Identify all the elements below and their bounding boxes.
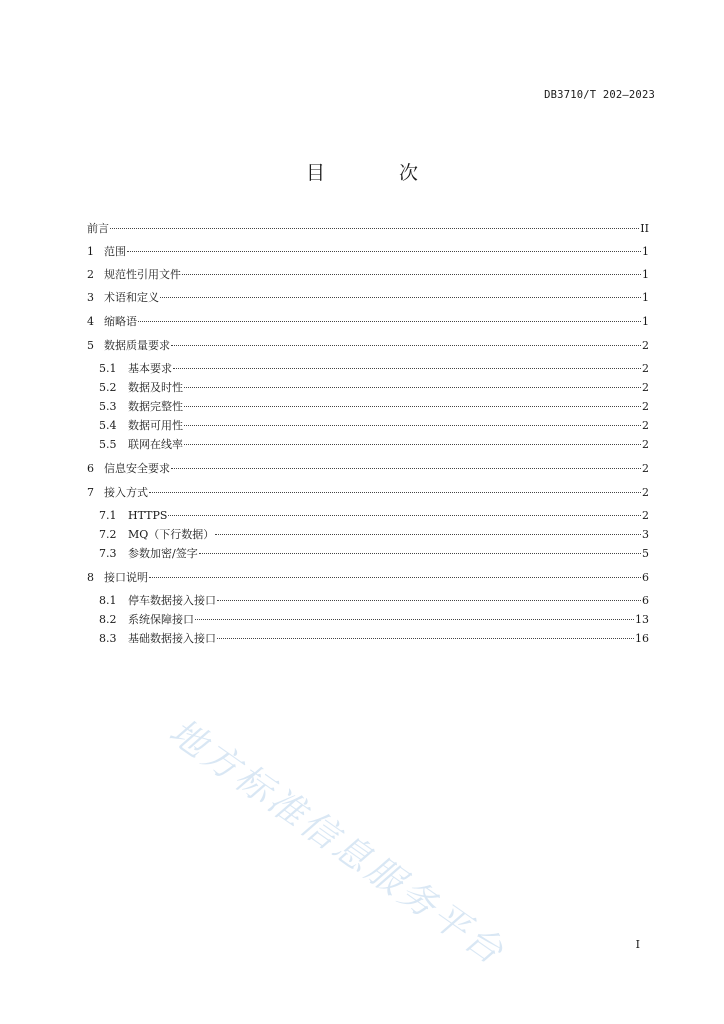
toc-entry[interactable] (99, 631, 649, 647)
dot-leader (171, 468, 641, 469)
footer-page-number: I (635, 938, 640, 951)
toc-entry[interactable] (87, 461, 649, 477)
dot-leader (184, 425, 641, 426)
toc-entry-label: 系统保障接口 (128, 613, 194, 626)
dot-leader (217, 638, 634, 639)
toc-entry-label: 前言 (87, 222, 109, 235)
toc-entry[interactable] (99, 612, 649, 628)
toc-entry-number: 8.1 (99, 594, 117, 607)
toc-entry-number: 5.3 (99, 400, 117, 413)
dot-leader (199, 553, 641, 554)
watermark: 地方标准信息服务平台 (161, 711, 513, 975)
toc-entry-page: 2 (642, 362, 649, 375)
dot-leader (160, 297, 641, 298)
toc-entry-page: 3 (642, 528, 649, 541)
toc-entry-number: 5.2 (99, 381, 117, 394)
toc-entry[interactable] (87, 338, 649, 354)
toc-entry-page: 2 (642, 419, 649, 432)
toc-entry-number: 1 (87, 245, 94, 258)
toc-entry-label: 接入方式 (104, 486, 148, 499)
dot-leader (149, 577, 641, 578)
toc-entry-number: 5 (87, 339, 94, 352)
toc-entry-number: 5.4 (99, 419, 117, 432)
toc-entry[interactable] (87, 267, 649, 283)
toc-entry[interactable] (99, 361, 649, 377)
toc-entry[interactable] (87, 570, 649, 586)
toc-entry-label: 范围 (104, 245, 126, 258)
dot-leader (173, 368, 641, 369)
toc-entry[interactable] (87, 314, 649, 330)
toc-entry-number: 3 (87, 291, 94, 304)
toc-entry-label: 基本要求 (128, 362, 172, 375)
toc-entry[interactable] (99, 380, 649, 396)
toc-entry-page: 2 (642, 509, 649, 522)
toc-entry-number: 7.1 (99, 509, 117, 522)
toc-entry[interactable] (99, 593, 649, 609)
document-code: DB3710/T 202—2023 (544, 89, 655, 101)
toc-entry-label: 数据完整性 (128, 400, 183, 413)
dot-leader (127, 251, 641, 252)
toc-entry-label: 规范性引用文件 (104, 268, 181, 281)
dot-leader (171, 345, 641, 346)
toc-entry-page: 1 (642, 268, 649, 281)
toc-entry-page: 5 (642, 547, 649, 560)
dot-leader (182, 274, 641, 275)
toc-entry[interactable] (99, 437, 649, 453)
toc-entry-label: 数据质量要求 (104, 339, 170, 352)
toc-entry-page: 2 (642, 381, 649, 394)
dot-leader (149, 492, 641, 493)
toc-entry[interactable] (87, 485, 649, 501)
toc-entry-number: 7 (87, 486, 94, 499)
toc-entry-page: 2 (642, 339, 649, 352)
toc-entry[interactable] (87, 290, 649, 306)
page-title: 目 次 (305, 162, 453, 184)
toc-entry-label: 接口说明 (104, 571, 148, 584)
toc-entry-page: 1 (642, 245, 649, 258)
toc-entry-label: 停车数据接入接口 (128, 594, 216, 607)
toc-entry-label: 数据可用性 (128, 419, 183, 432)
toc-entry-label: 缩略语 (104, 315, 137, 328)
toc-entry[interactable] (99, 418, 649, 434)
toc-entry-number: 2 (87, 268, 94, 281)
toc-entry-number: 7.3 (99, 547, 117, 560)
toc-entry-number: 4 (87, 315, 94, 328)
toc-entry[interactable] (87, 221, 649, 237)
toc-entry-page: 13 (635, 613, 649, 626)
toc-entry-page: 6 (642, 594, 649, 607)
toc-entry-page: II (640, 222, 649, 235)
dot-leader (168, 515, 641, 516)
toc-entry-label: 术语和定义 (104, 291, 159, 304)
toc-entry-number: 6 (87, 462, 94, 475)
dot-leader (195, 619, 634, 620)
toc-entry-page: 1 (642, 291, 649, 304)
toc-entry-number: 5.1 (99, 362, 117, 375)
toc-entry[interactable] (99, 399, 649, 415)
toc-entry[interactable] (99, 508, 649, 524)
dot-leader (184, 406, 641, 407)
toc-entry-page: 2 (642, 438, 649, 451)
toc-entry[interactable] (99, 546, 649, 562)
toc-entry[interactable] (87, 244, 649, 260)
dot-leader (215, 534, 641, 535)
toc-entry-label: 信息安全要求 (104, 462, 170, 475)
dot-leader (217, 600, 641, 601)
toc-entry-label: 参数加密/签字 (128, 547, 198, 560)
toc-entry-number: 8.2 (99, 613, 117, 626)
toc-entry-number: 8 (87, 571, 94, 584)
dot-leader (138, 321, 641, 322)
toc-entry-page: 16 (635, 632, 649, 645)
dot-leader (184, 444, 641, 445)
toc-entry-page: 1 (642, 315, 649, 328)
dot-leader (184, 387, 641, 388)
toc-entry-label: MQ（下行数据） (128, 528, 215, 541)
toc-entry[interactable] (99, 527, 649, 543)
toc-entry-page: 2 (642, 462, 649, 475)
toc-entry-label: 数据及时性 (128, 381, 183, 394)
dot-leader (110, 228, 639, 229)
toc-entry-number: 8.3 (99, 632, 117, 645)
toc-entry-label: 联网在线率 (128, 438, 183, 451)
toc-entry-page: 2 (642, 486, 649, 499)
toc-entry-label: HTTPS (128, 509, 168, 522)
toc-entry-page: 2 (642, 400, 649, 413)
toc-entry-number: 5.5 (99, 438, 117, 451)
toc-entry-number: 7.2 (99, 528, 117, 541)
toc-entry-label: 基础数据接入接口 (128, 632, 216, 645)
toc-entry-page: 6 (642, 571, 649, 584)
